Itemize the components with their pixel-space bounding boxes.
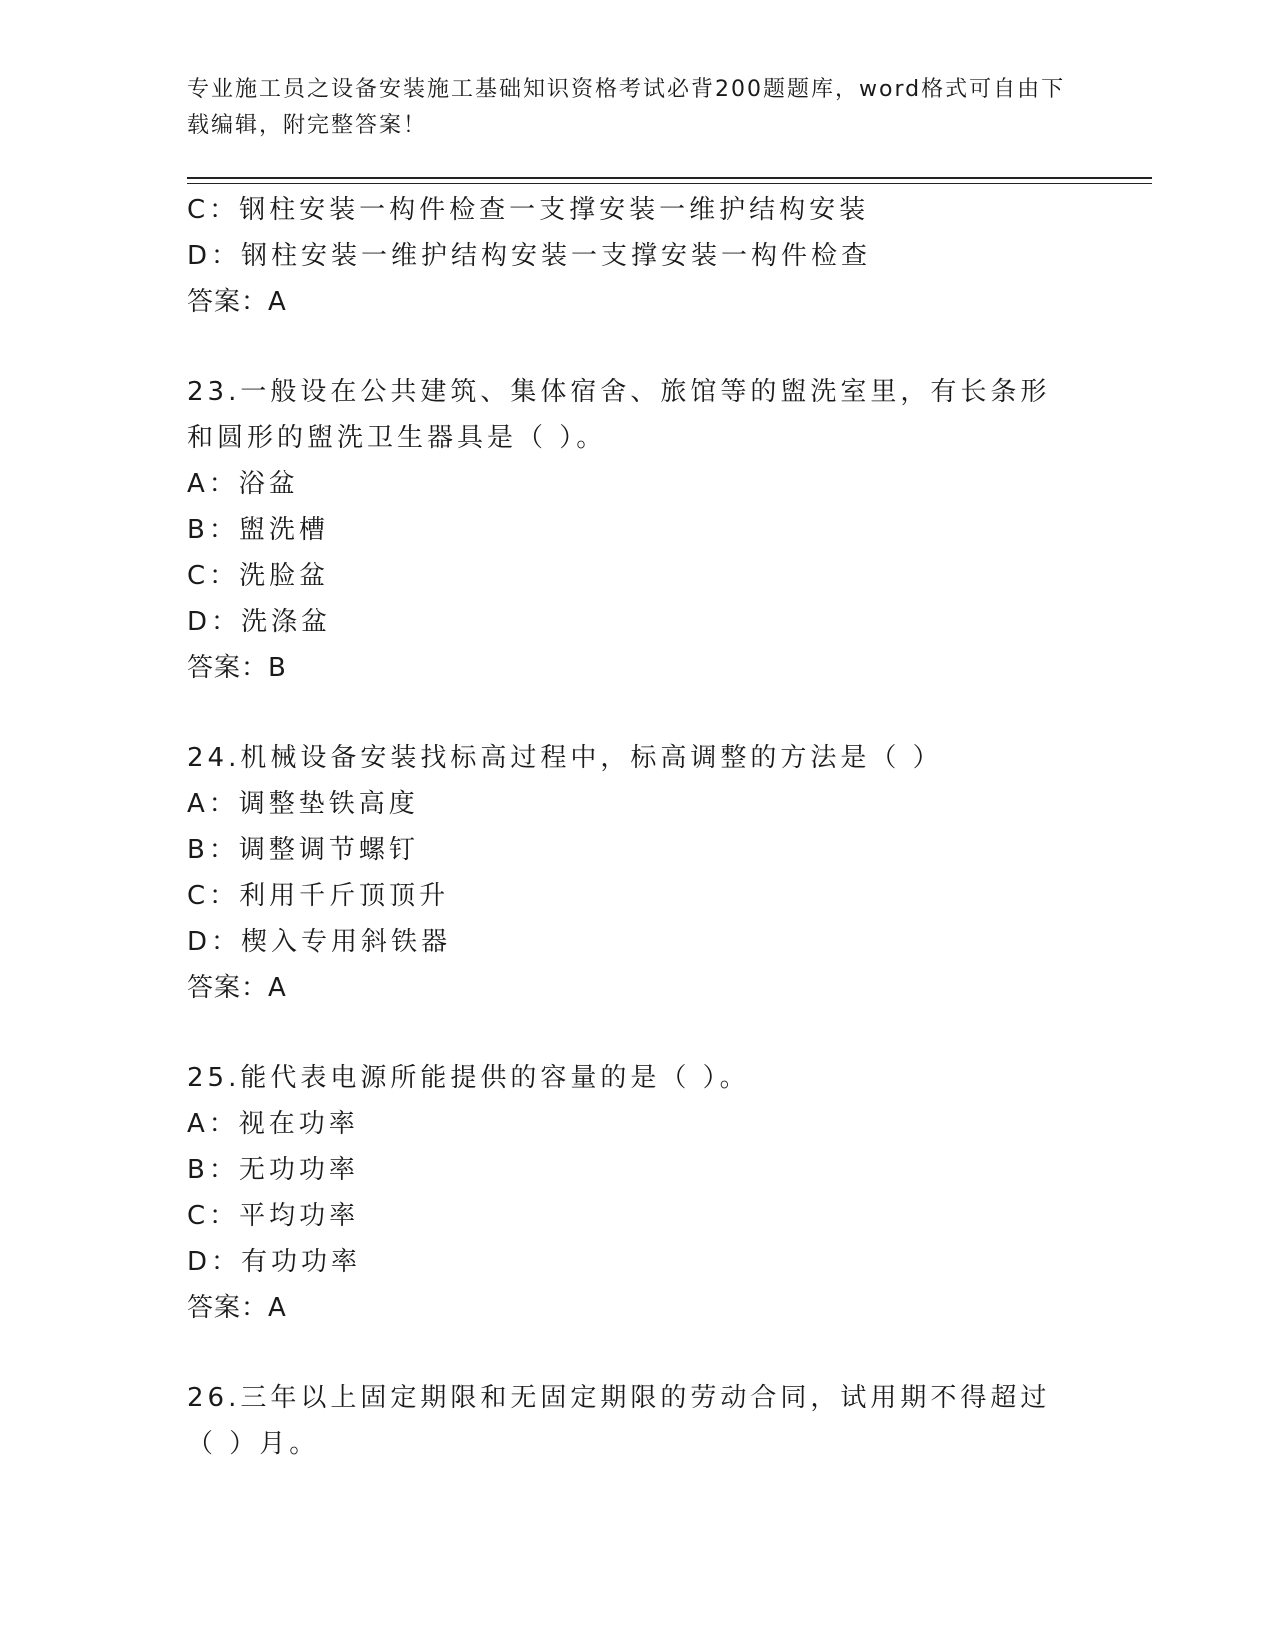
- option-c: C：利用千斤顶顶升: [187, 881, 450, 911]
- document-header: 专业施工员之设备安装施工基础知识资格考试必背200题题库，word格式可自由下载编辑，附完整答案！: [187, 77, 1066, 138]
- header-divider-bottom: [187, 183, 1152, 184]
- answer-line: 答案：A: [187, 287, 287, 317]
- option-d: D：楔入专用斜铁器: [187, 927, 452, 957]
- question-stem: 23.一般设在公共建筑、集体宿舍、旅馆等的盥洗室里，有长条形和圆形的盥洗卫生器具是（ ）。: [187, 377, 1051, 453]
- option-c: C：洗脸盆: [187, 561, 330, 591]
- question-list: [187, 187, 1087, 1467]
- option-b: B：盥洗槽: [187, 515, 329, 545]
- question-stem: 25.能代表电源所能提供的容量的是（ ）。: [187, 1063, 750, 1093]
- question-stem: 26.三年以上固定期限和无固定期限的劳动合同，试用期不得超过（ ）月。: [187, 1383, 1051, 1459]
- option-c: C：钢柱安装一构件检查一支撑安装一维护结构安装: [187, 195, 870, 225]
- option-b: B：调整调节螺钉: [187, 835, 419, 865]
- question-22-tail: [187, 187, 1087, 325]
- question-stem: 24.机械设备安装找标高过程中，标高调整的方法是（ ）: [187, 743, 943, 773]
- option-c: C：平均功率: [187, 1201, 360, 1231]
- answer-line: 答案：B: [187, 653, 287, 683]
- option-d: D：洗涤盆: [187, 607, 332, 637]
- question-25: [187, 1055, 1087, 1331]
- answer-line: 答案：A: [187, 973, 287, 1003]
- option-d: D：钢柱安装一维护结构安装一支撑安装一构件检查: [187, 241, 872, 271]
- option-a: A：视在功率: [187, 1109, 359, 1139]
- option-a: A：浴盆: [187, 469, 299, 499]
- option-a: A：调整垫铁高度: [187, 789, 419, 819]
- header-divider-top: [187, 177, 1152, 179]
- answer-line: 答案：A: [187, 1293, 287, 1323]
- option-b: B：无功功率: [187, 1155, 359, 1185]
- question-26: [187, 1375, 1087, 1467]
- question-24: [187, 735, 1087, 1011]
- option-d: D：有功功率: [187, 1247, 362, 1277]
- question-23: [187, 369, 1087, 691]
